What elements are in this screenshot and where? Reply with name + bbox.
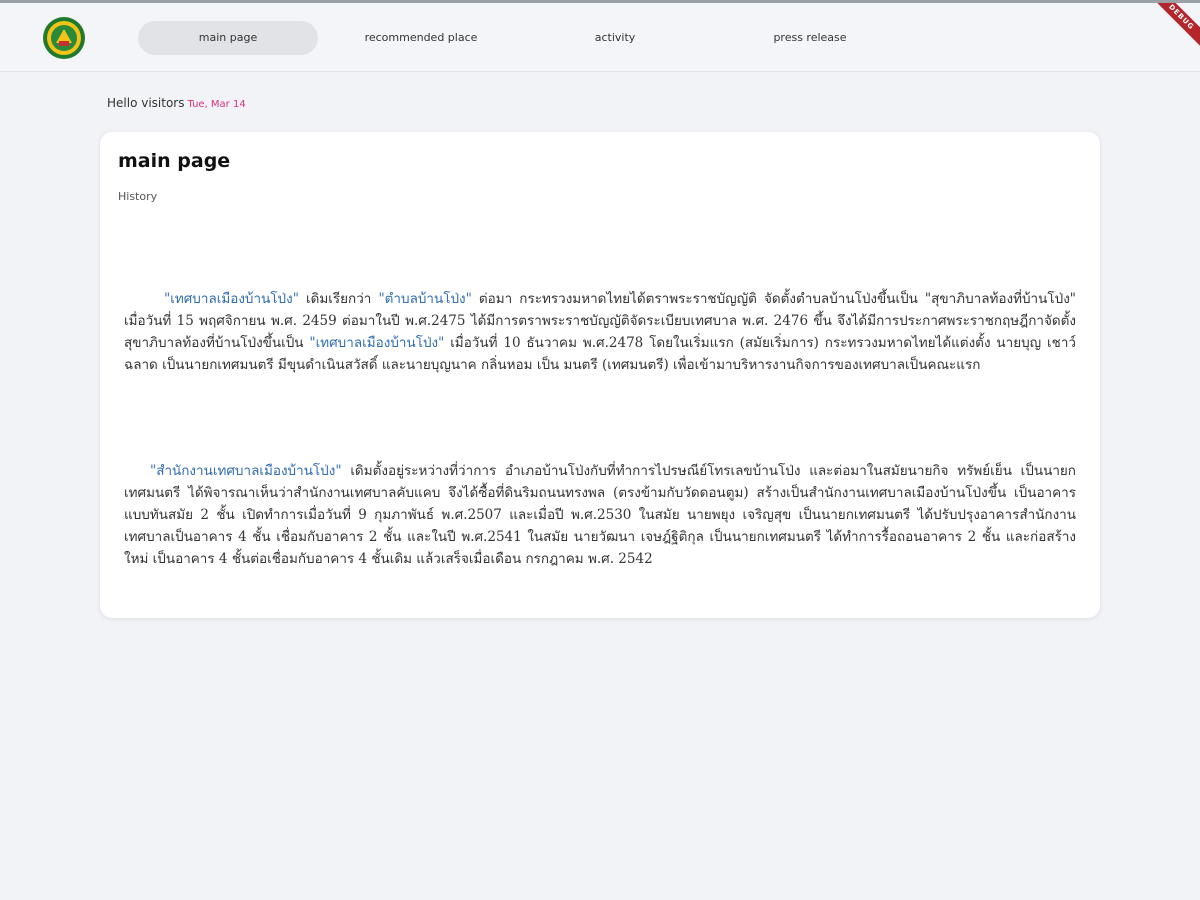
- paragraph-segment: เดิมเรียกว่า: [298, 291, 379, 307]
- nav-item-main-page[interactable]: main page: [138, 21, 318, 55]
- nav-item-activity[interactable]: activity: [594, 31, 636, 44]
- debug-banner-label: DEBUG: [1145, 3, 1200, 54]
- history-paragraph-1: [124, 288, 1076, 376]
- greeting-text: Hello visitors: [107, 96, 185, 110]
- section-subtitle: History: [118, 190, 158, 203]
- municipal-seal-icon[interactable]: [42, 16, 86, 60]
- nav-item-recommended-place[interactable]: recommended place: [364, 31, 478, 44]
- paragraph-segment: เดิมตั้งอยู่ระหว่างที่ว่าการ อำเภอบ้านโป่งกับที่ทำการไปรษณีย์โทรเลขบ้านโป่ง และต่อมาในสมัยนายกิจ ทรัพย์เย็น เป็นนายกเทศมนตรี ได้พิจารณาเห็นว่าสำนักงานเทศบาลคับแคบ จึงได้ซื้อที่ดินริมถนนทรงพล (ตรงข้ามกับวัดดอนตูม) สร้างเป็นสำนักงานเทศบาลเมืองบ้านโป่งขึ้น เป็นอาคารแบบทันสมัย 2 ชั้น เปิดทำการเมื่อวันที่ 9 กุมภาพันธ์ พ.ศ.2507 และเมื่อปี พ.ศ.2530 ในสมัย นายพยุง เจริญสุข เป็นนายกเทศมนตรี ได้ปรับปรุงอาคารสำนักงานเทศบาลเป็นอาคาร 4 ชั้น เชื่อมกับอาคาร 2 ชั้น และในปี พ.ศ.2541 ในสมัย นายวัฒนา เจษฎ์ฐิติกุล เป็นนายกเทศมนตรี ได้ทำการรื้อถอนอาคาร 2 ชั้น และก่อสร้างใหม่ เป็นอาคาร 4 ชั้นต่อเชื่อมกับอาคาร 4 ชั้นเดิม แล้วเสร็จเมื่อเดือน กรกฎาคม พ.ศ. 2542: [124, 463, 1076, 567]
- paragraph-segment: ต่อมา กระทรวงมหาดไทยได้ตราพระราชบัญญัติ จัดตั้งตำบลบ้านโป่งขึ้นเป็น "สุขาภิบาลท้องที่บ้านโป่ง" เมื่อวันที่ 15 พฤศจิกายน พ.ศ. 2459 ต่อมาในปี พ.ศ.2475 ได้มีการตราพระราชบัญญัติจัดระเบียบเทศบาล พ.ศ. 2476 ขึ้น จึงได้มีการประกาศพระราชกฤษฎีกาจัดตั้ง สุขาภิบาลท้องที่บ้านโป่งขึ้นเป็น: [124, 291, 1076, 351]
- content-card: [100, 132, 1100, 618]
- paragraph-segment: เมื่อวันที่ 10 ธันวาคม พ.ศ.2478 โดยในเริ่มแรก (สมัยเริ่มการ) กระทรวงมหาดไทยได้แต่งตั้ง นายบุญ เชาว์ฉลาด เป็นนายกเทศมนตรี มีขุนดำเนินสวัสดิ์ และนายบุญนาค กลิ่นหอม เป็น มนตรี (เทศมนตรี) เพื่อเข้ามาบริหารงานกิจการของเทศบาลเป็นคณะแรก: [124, 335, 1076, 373]
- greeting: [107, 96, 246, 110]
- paragraph-segment: "สำนักงานเทศบาลเมืองบ้านโป่ง": [150, 463, 342, 479]
- debug-banner: [1140, 3, 1200, 63]
- page-title: main page: [118, 150, 231, 172]
- paragraph-segment: "เทศบาลเมืองบ้านโป่ง": [309, 335, 445, 351]
- greeting-date: Tue, Mar 14: [187, 99, 246, 110]
- paragraph-segment: "ตำบลบ้านโป่ง": [378, 291, 472, 307]
- paragraph-segment: "เทศบาลเมืองบ้านโป่ง": [164, 291, 299, 307]
- history-paragraph-2: [124, 460, 1076, 570]
- nav-item-press-release[interactable]: press release: [773, 31, 847, 44]
- top-navigation-bar: [0, 0, 1200, 72]
